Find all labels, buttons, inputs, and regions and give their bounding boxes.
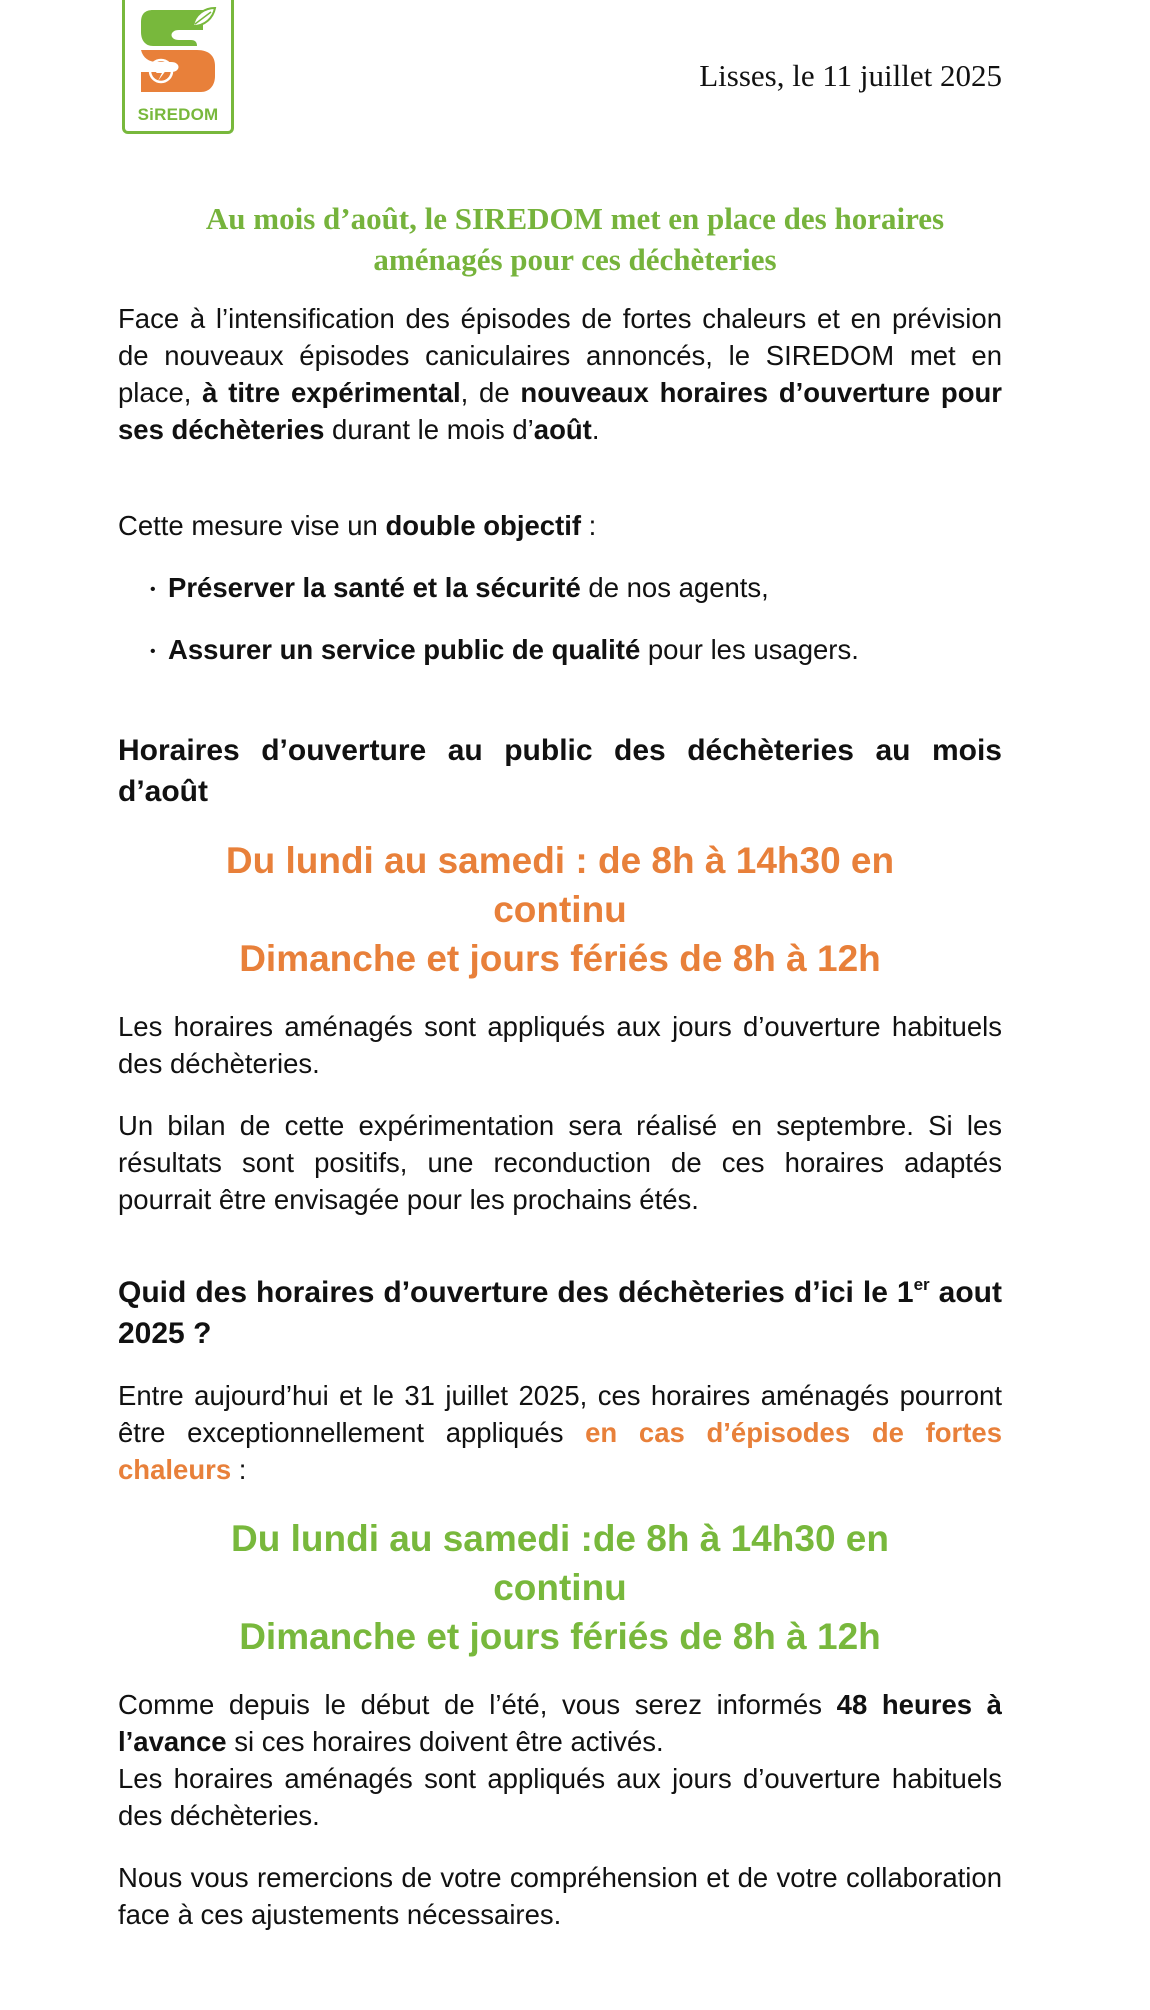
title-line-1: Au mois d’août, le SIREDOM met en place des horaires: [205, 201, 945, 236]
hours-line: Du lundi au samedi :de 8h à 14h30 en: [231, 1518, 889, 1559]
intro-bold-experimental: à titre expérimental: [202, 377, 461, 408]
intro-text: Face à l’intensification des épisodes de fortes chaleurs et en prévision de nouveaux épisodes caniculaires annoncés, le SIREDOM met en place,: [118, 303, 1002, 408]
bullet-bold: Préserver la santé et la sécurité: [168, 572, 581, 603]
section-heading-august: Horaires d’ouverture au public des déchèteries au mois d’août: [118, 734, 1002, 808]
intro-bold-august: août: [533, 414, 592, 445]
logo-s-icon: [139, 4, 217, 96]
hours-line: Dimanche et jours fériés de 8h à 12h: [239, 1616, 881, 1657]
august-hours: [118, 836, 1002, 983]
bullet-text: de nos agents,: [580, 572, 769, 603]
intro-bold-hours: nouveaux horaires d’ouverture pour ses déchèteries: [118, 377, 1003, 445]
objective-text: :: [581, 510, 597, 541]
july-text: Entre aujourd’hui et le 31 juillet 2025, ces horaires aménagés pourront être exceptionnellement appliqués: [118, 1380, 1002, 1448]
notice-text: Comme depuis le début de l’été, vous serez informés: [118, 1689, 837, 1720]
notice-bold: 48 heures à l’avance: [118, 1689, 1002, 1757]
intro-text: durant le mois d’: [324, 414, 534, 445]
dateline: Lisses, le 11 juillet 2025: [699, 58, 1002, 93]
hours-line: Dimanche et jours fériés de 8h à 12h: [239, 938, 881, 979]
siredom-logo: [122, 0, 234, 134]
bullet-text: pour les usagers.: [640, 634, 859, 665]
intro-paragraph: [118, 300, 1002, 448]
notice-paragraph: [118, 1686, 1002, 1760]
intro-text: , de: [460, 377, 521, 408]
logo-wordmark: SiREDOM: [137, 105, 219, 124]
objective-paragraph: [118, 507, 1002, 544]
heading-text: aout 2025 ?: [118, 1276, 1002, 1350]
section-heading-july: [118, 1272, 1002, 1354]
heatwave-highlight: en cas d’épisodes de fortes chaleurs: [118, 1417, 1002, 1485]
bullet-bold: Assurer un service public de qualité: [168, 634, 641, 665]
applied-days-paragraph: Les horaires aménagés sont appliqués aux jours d’ouverture habituels des déchèteries.: [118, 1011, 1002, 1079]
july-text: :: [231, 1454, 247, 1485]
heading-superscript: er: [913, 1275, 930, 1294]
hours-line: Du lundi au samedi : de 8h à 14h30 en: [225, 840, 895, 881]
review-paragraph: Un bilan de cette expérimentation sera réalisé en septembre. Si les résultats sont positifs, une reconduction de ces horaires adaptés pourrait être envisagée pour les prochains étés.: [118, 1110, 1002, 1215]
july-paragraph: [118, 1377, 1002, 1488]
heading-text: Quid des horaires d’ouverture des déchèteries d’ici le 1: [118, 1276, 914, 1309]
bullet-dot: •: [150, 643, 156, 660]
hours-line: continu: [493, 889, 627, 930]
notice-text: si ces horaires doivent être activés.: [226, 1726, 664, 1757]
bullet-dot: •: [150, 581, 156, 598]
hours-line: continu: [493, 1567, 627, 1608]
objective-text: Cette mesure vise un: [118, 510, 386, 541]
title-line-2: aménagés pour ces déchèteries: [373, 242, 777, 277]
applied-days-paragraph-2: Les horaires aménagés sont appliqués aux jours d’ouverture habituels des déchèteries.: [118, 1763, 1002, 1831]
july-hours: [118, 1514, 1002, 1661]
intro-text: .: [591, 414, 600, 445]
bullet-item: [150, 569, 1030, 608]
thanks-paragraph: Nous vous remercions de votre compréhension et de votre collaboration face à ces ajustements nécessaires.: [118, 1862, 1002, 1930]
page-title: [118, 198, 1032, 280]
bullet-item: [150, 631, 1030, 670]
objective-bold: double objectif: [385, 510, 582, 541]
